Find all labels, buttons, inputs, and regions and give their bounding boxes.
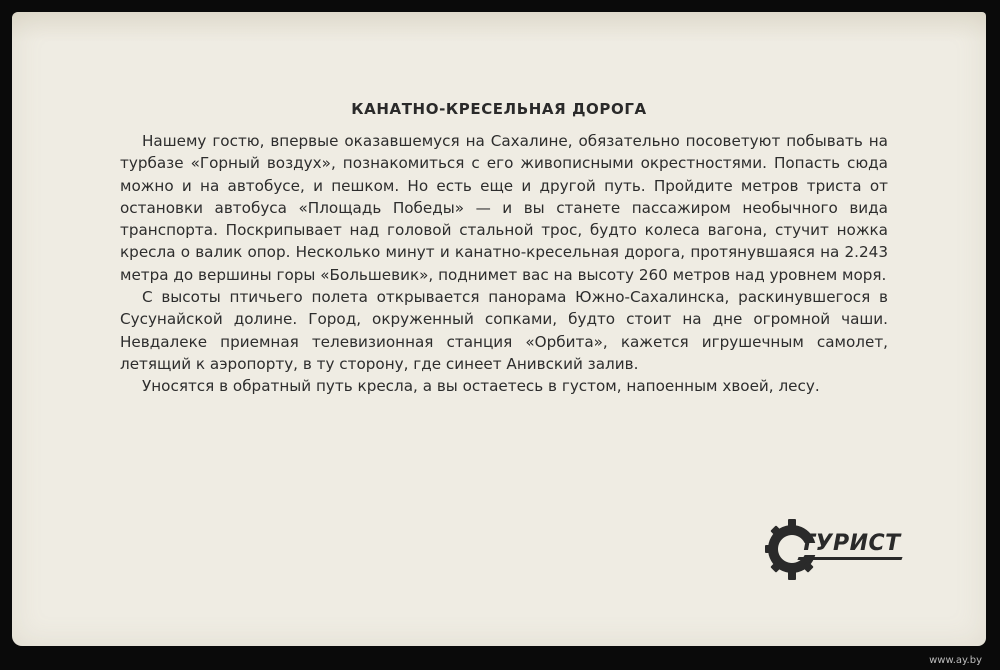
logo-text: ТУРИСТ (800, 531, 901, 556)
watermark: www.ay.by (929, 655, 982, 666)
turist-logo (762, 517, 912, 582)
logo-underline (797, 557, 902, 560)
postcard (12, 12, 986, 646)
paragraph: Нашему гостю, впервые оказавшемуся на Сахалине, обязательно посоветуют побывать на турбазе «Горный воздух», познакомиться с его живописными окрестностями. Попасть сюда можно и на автобусе, и пешком. Но есть еще и другой путь. Пройдите метров триста от остановки автобуса «Площадь Победы» — и вы станете пассажиром необычного вида транспорта. Поскрипывает над головой стальной трос, будто колеса вагона, стучит ножка кресла о валик опор. Несколько минут и канатно-кресельная дорога, протянувшаяся на 2.243 метра до вершины горы «Большевик», поднимет вас на высоту 260 метров над уровнем моря. (120, 132, 888, 284)
paper-stain (12, 12, 986, 42)
paragraph: Уносятся в обратный путь кресла, а вы остаетесь в густом, напоенным хвоей, лесу. (142, 377, 820, 396)
document-title: КАНАТНО-КРЕСЕЛЬНАЯ ДОРОГА (351, 100, 647, 118)
document-body (120, 130, 888, 398)
paragraph: С высоты птичьего полета открывается панорама Южно-Сахалинска, раскинувшегося в Сусунайской долине. Город, окруженный сопками, будто стоит на дне огромной чаши. Невдалеке приемная телевизионная станция «Орбита», кажется игрушечным самолет, летящий к аэропорту, в ту сторону, где синеет Анивский залив. (120, 288, 888, 373)
